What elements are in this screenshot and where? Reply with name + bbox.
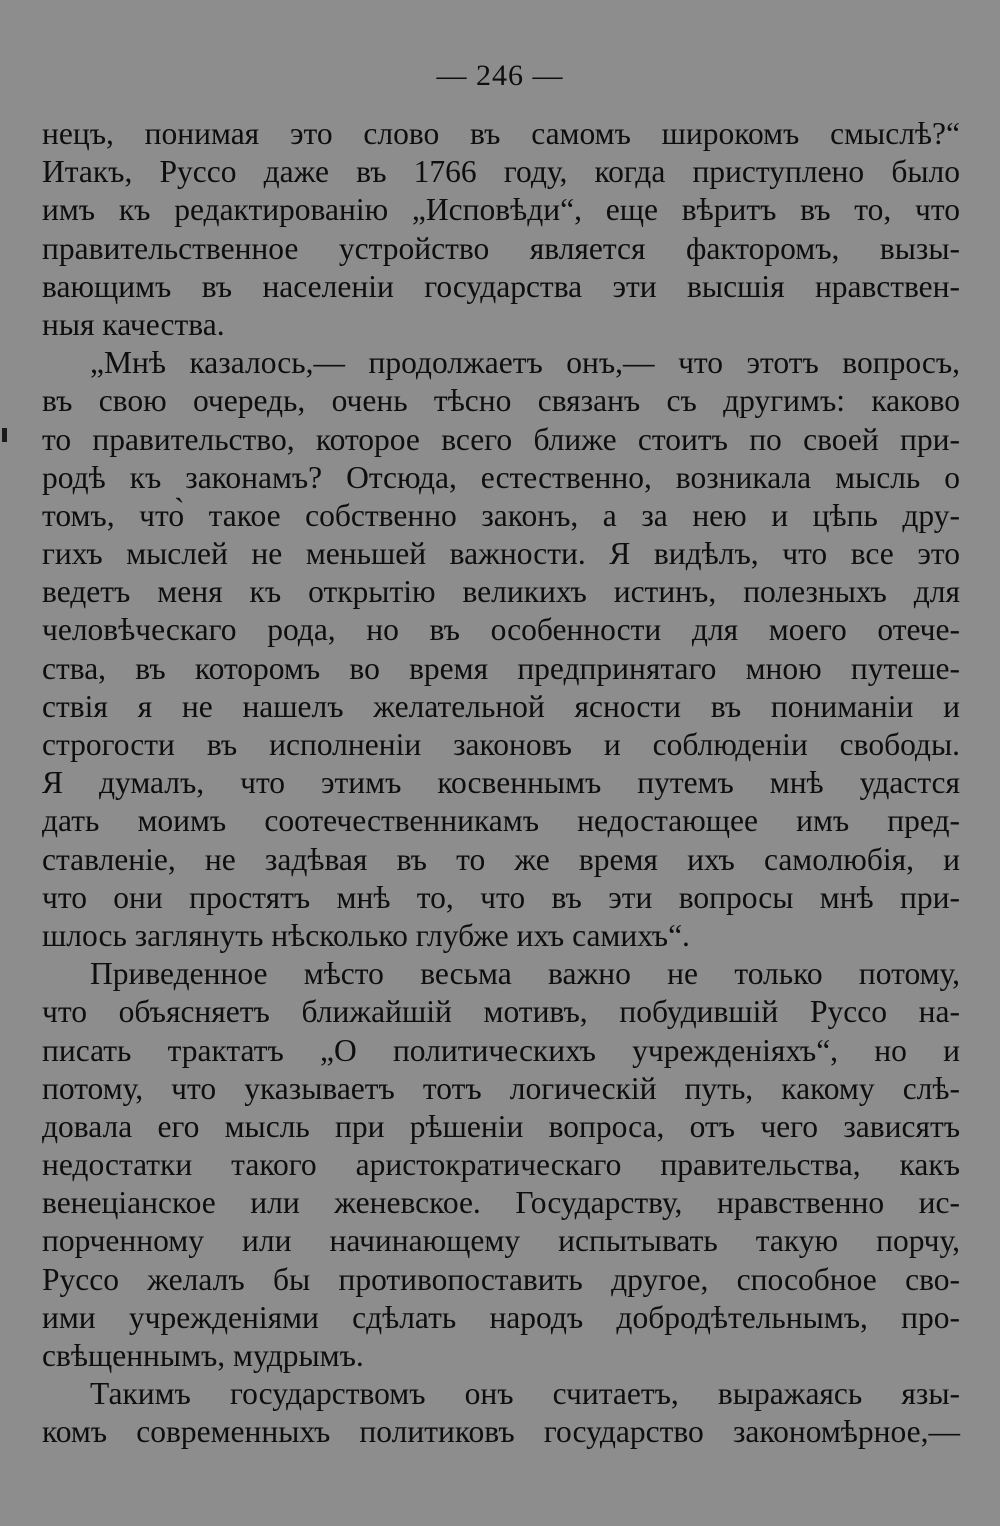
text-line: дать моимъ соотечественникамъ недостающее имъ пред-: [42, 803, 960, 839]
text-line: томъ, что̀ такое собственно законъ, а за нею и цѣпь дру-: [42, 497, 960, 533]
text-line: ими учрежденiями сдѣлать народъ добродѣтельнымъ, про-: [42, 1299, 960, 1335]
text-line: Руссо желалъ бы противопоставить другое, способное сво-: [42, 1261, 960, 1297]
text-line: ведетъ меня къ открытiю великихъ истинъ, полезныхъ для: [42, 574, 960, 610]
text-line: писать трактатъ „О политическихъ учрежденiяхъ“, но и: [42, 1032, 960, 1068]
text-line: что они простятъ мнѣ то, что въ эти вопросы мнѣ при-: [42, 879, 960, 915]
text-line: строгости въ исполненiи законовъ и соблюденiи свободы.: [42, 727, 960, 762]
text-line: венецiанское или женевское. Государству, нравственно ис-: [42, 1185, 960, 1221]
margin-mark: [2, 428, 7, 442]
text-line: что объясняетъ ближайшiй мотивъ, побудившiй Руссо на-: [42, 994, 960, 1030]
text-line: имъ къ редактированiю „Исповѣди“, еще вѣритъ въ то, что: [42, 192, 960, 228]
text-line: Приведенное мѣсто весьма важно не только потому,: [90, 956, 960, 992]
text-line: Такимъ государствомъ онъ считаетъ, выражаясь язы-: [90, 1376, 960, 1412]
page-number: — 246 —: [436, 59, 564, 92]
text-line: потому, что указываетъ тотъ логическiй путь, какому слѣ-: [42, 1070, 960, 1106]
text-line: ставленiе, не задѣвая въ то же время ихъ самолюбiя, и: [42, 841, 960, 877]
text-line: свѣщеннымъ, мудрымъ.: [42, 1338, 364, 1373]
text-line: родѣ къ законамъ? Отсюда, естественно, возникала мысль о: [42, 459, 960, 495]
text-line: шлось заглянуть нѣсколько глубже ихъ самихъ“.: [42, 917, 690, 953]
text-line: недостатки такого аристократическаго правительства, какъ: [42, 1147, 960, 1183]
text-line: ствiя я не нашелъ желательной ясности въ пониманiи и: [42, 688, 960, 724]
text-line: въ свою очередь, очень тѣсно связанъ съ другимъ: каково: [42, 383, 960, 419]
text-line: Итакъ, Руссо даже въ 1766 году, когда приступлено было: [42, 154, 960, 190]
text-line: человѣческаго рода, но въ особенности для моего отече-: [42, 612, 960, 648]
text-line: „Мнѣ казалось,— продолжаетъ онъ,— что этотъ вопросъ,: [90, 345, 960, 381]
text-line: гихъ мыслей не меньшей важности. Я видѣлъ, что все это: [42, 536, 960, 572]
text-line: порченному или начинающему испытывать такую порчу,: [42, 1223, 960, 1259]
body-text: [42, 115, 960, 1452]
text-line: довала его мысль при рѣшенiи вопроса, отъ чего зависятъ: [42, 1108, 960, 1144]
text-line: ныя качества.: [42, 306, 225, 342]
text-line: комъ современныхъ политиковъ государство закономѣрное,—: [42, 1414, 960, 1450]
text-line: Я думалъ, что этимъ косвеннымъ путемъ мнѣ удастся: [42, 765, 960, 801]
text-line: правительственное устройство является факторомъ, вызы-: [42, 230, 960, 266]
text-line: вающимъ въ населенiи государства эти высшiя нравствен-: [42, 268, 960, 304]
text-line: нецъ, понимая это слово въ самомъ широкомъ смыслѣ?“: [42, 116, 960, 151]
text-line: то правительство, которое всего ближе стоитъ по своей при-: [42, 421, 960, 457]
text-line: ства, въ которомъ во время предпринятаго мною путеше-: [42, 650, 960, 686]
